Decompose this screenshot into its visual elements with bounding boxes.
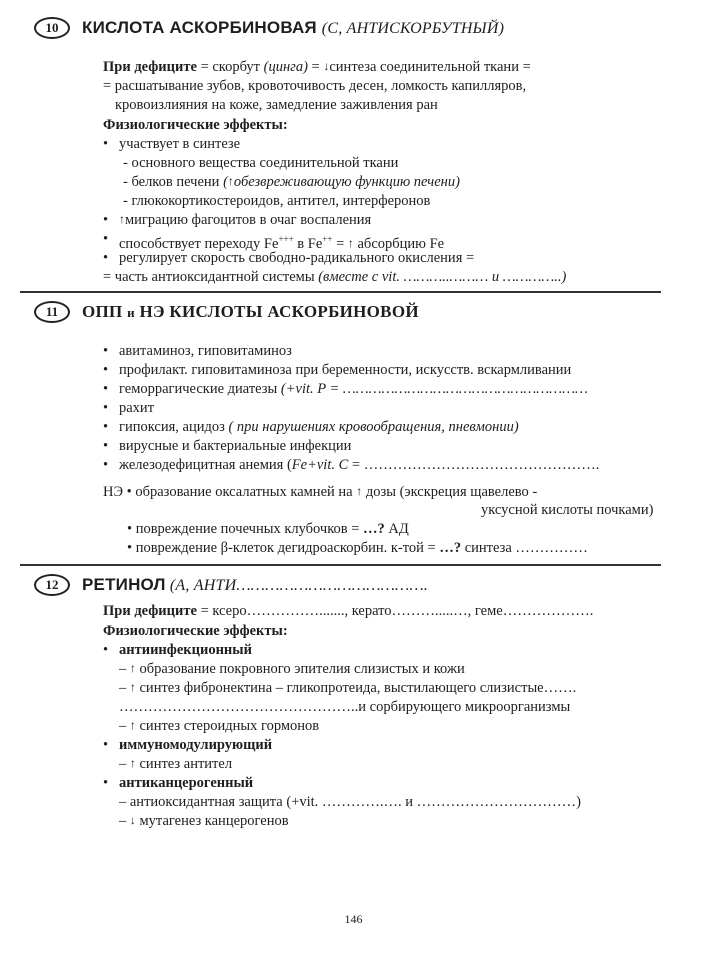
section-12-header [34, 574, 428, 596]
text: гипоксия, ацидоз [119, 419, 229, 435]
arrow-up-icon: ↑ [129, 756, 136, 770]
text: синтеза соединительной ткани = [329, 59, 531, 75]
arrow-up-icon: ↑ [119, 212, 125, 226]
deficiency-line [103, 58, 531, 76]
text: синтез фибронектина – гликопротеида, выстилающего слизистые……. [135, 680, 577, 696]
section-title [82, 575, 428, 595]
section-title [82, 302, 419, 322]
section-number-badge: 11 [34, 301, 70, 323]
deficiency-line-2: = расшатывание зубов, кровоточивость десен, ломкость капилляров, [103, 78, 527, 94]
list-subitem-continuation: …………………………………………..и сорбирующего микроорганизмы [119, 699, 571, 715]
arrow-down-icon: ↓ [323, 59, 330, 73]
section-title [82, 18, 504, 38]
text: = [332, 235, 348, 252]
side-effects-item [127, 520, 409, 538]
text-italic: (+vit. P = ………………………………………………… [280, 381, 588, 397]
arrow-up-icon: ↑ [129, 680, 136, 694]
text: = [307, 59, 324, 75]
list-item: • авитаминоз, гиповитаминоз [119, 342, 292, 360]
superscript: +++ [278, 234, 294, 244]
section-11-header [34, 301, 419, 323]
text: – [119, 661, 130, 677]
list-item [119, 456, 599, 474]
deficiency-line-3: кровоизлияния на коже, замедление заживления ран [115, 97, 438, 113]
side-effects-line-2: уксусной кислоты почками) [481, 502, 654, 518]
text: мутагенез канцерогенов [135, 813, 289, 829]
list-subitem: - глюкокортикостероидов, антител, интерферонов [123, 193, 431, 209]
question-mark: …? [363, 521, 385, 537]
list-subitem: – антиоксидантная защита (+vit. ………….…. и ……………………………) [119, 794, 582, 810]
arrow-up-icon: ↑ [347, 235, 354, 250]
arrow-up-icon: ↑ [129, 718, 136, 732]
title-text: НЭ КИСЛОТЫ АСКОРБИНОВОЙ [134, 302, 419, 321]
title-text: КИСЛОТА АСКОРБИНОВАЯ [82, 18, 317, 37]
list-item: • профилакт. гиповитаминоза при беременности, искусств. вскармливании [119, 361, 571, 379]
group-heading: антиканцерогенный [119, 775, 254, 791]
text: = часть антиоксидантной системы [103, 269, 319, 285]
text: синтеза …………… [461, 540, 588, 556]
question-mark: …? [439, 540, 462, 556]
list-item [119, 641, 252, 659]
list-item-continuation [103, 268, 566, 286]
section-divider [20, 291, 661, 293]
text: = ксеро……………......., керато……….....…, геме………………. [196, 603, 594, 619]
text: АД [384, 521, 409, 537]
text: = скорбут [196, 59, 264, 75]
list-item [119, 774, 253, 792]
list-item: • участвует в синтезе [119, 135, 240, 153]
title-subtitle: (С, АНТИСКОРБУТНЫЙ) [321, 20, 505, 37]
arrow-up-icon: ↑ [227, 174, 234, 188]
section-number-badge: 12 [34, 574, 70, 596]
title-text: ОПП [82, 302, 128, 321]
arrow-up-icon: ↑ [356, 484, 363, 498]
text-italic: ( [223, 174, 228, 190]
title-text: и [127, 305, 135, 320]
list-subitem [119, 660, 465, 678]
section-divider [20, 564, 661, 566]
list-subitem: - основного вещества соединительной ткани [123, 155, 399, 171]
physiology-heading [103, 116, 288, 134]
section-number-badge: 10 [34, 17, 70, 39]
deficiency-label: При дефиците [103, 603, 197, 619]
text: НЭ • образование оксалатных камней на [103, 484, 357, 500]
text: дозы (экскреция щавелево - [362, 484, 538, 500]
list-subitem [119, 717, 319, 735]
text: • повреждение β-клеток дегидроаскорбин. к-той = [127, 540, 440, 556]
heading-text: Физиологические эффекты: [103, 623, 288, 639]
text-italic: обезвреживающую функцию печени) [233, 174, 460, 190]
group-heading: антиинфекционный [119, 642, 252, 658]
arrow-up-icon: ↑ [129, 661, 136, 675]
title-text: РЕТИНОЛ [82, 575, 166, 594]
deficiency-line [103, 602, 593, 620]
list-item [119, 418, 519, 436]
list-subitem [119, 812, 289, 830]
text: - белков печени [123, 174, 224, 190]
heading-text: Физиологические эффекты: [103, 117, 288, 133]
physiology-heading [103, 622, 288, 640]
list-item: • рахит [119, 399, 154, 417]
superscript: ++ [322, 234, 333, 244]
text: в Fe [293, 235, 323, 252]
text: абсорбцию Fe [353, 235, 445, 252]
text: миграцию фагоцитов в очаг воспаления [125, 212, 372, 228]
text: образование покровного эпителия слизистых и кожи [135, 661, 465, 677]
text: геморрагические диатезы [119, 381, 281, 397]
text: = …………………………………………. [348, 457, 600, 473]
list-subitem [119, 755, 232, 773]
text: железодефицитная анемия ( [119, 457, 292, 473]
list-item: • вирусные и бактериальные инфекции [119, 437, 351, 455]
text: – [119, 756, 130, 772]
text: – [119, 813, 130, 829]
list-subitem [119, 679, 576, 697]
text: способствует переходу Fe [119, 235, 279, 252]
list-item: • регулирует скорость свободно-радикального окисления = [119, 249, 474, 267]
title-subtitle: (А, АНТИ…………………………………. [165, 577, 429, 594]
text-italic: (вместе с vit. ………..……… и …………..) [318, 269, 567, 285]
text: синтез стероидных гормонов [135, 718, 320, 734]
text: – [119, 680, 130, 696]
text-italic: (цинга) [263, 59, 308, 75]
group-heading: иммуномодулирующий [119, 737, 273, 753]
section-10-header [34, 17, 504, 39]
side-effects-item [127, 539, 588, 557]
list-item [119, 211, 371, 229]
deficiency-label: При дефиците [103, 59, 197, 75]
text-italic: ( при нарушениях кровообращения, пневмонии) [228, 419, 519, 435]
page-number: 146 [344, 912, 363, 926]
text: – [119, 718, 130, 734]
list-item [119, 736, 272, 754]
list-item [119, 380, 588, 398]
arrow-down-icon: ↓ [129, 813, 136, 827]
text-italic: Fe+vit. C [291, 457, 349, 473]
list-subitem [123, 173, 460, 191]
text: синтез антител [135, 756, 233, 772]
side-effects-line [103, 483, 537, 501]
text: • повреждение почечных клубочков = [127, 521, 364, 537]
